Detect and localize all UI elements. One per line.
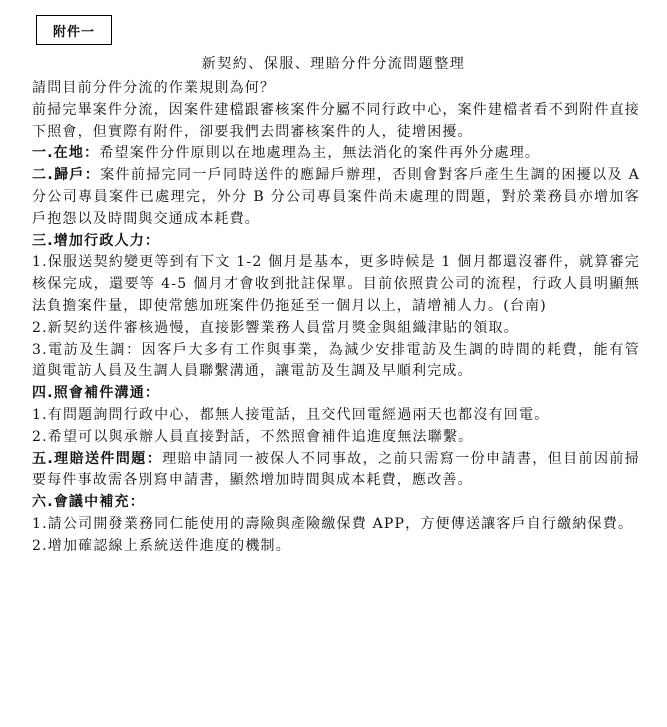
list-item: 3.電訪及生調：因客戶大多有工作與事業，為減少安排電訪及生調的時間的耗費，能有管道與電訪人員及生調人員聯繫溝通，讓電訪及生調及早順利完成。 bbox=[32, 341, 640, 380]
document-body bbox=[32, 78, 640, 558]
section-text: 理賠申請同一被保人不同事故，之前只需寫一份申請書，但目前因前掃要每件事故需各別寫申請書，顯然增加時間與成本耗費，應改善。 bbox=[32, 450, 640, 489]
list-item: 1.請公司開發業務同仁能使用的壽險與產險繳保費 APP，方便傳送讓客戶自行繳納保費。 bbox=[32, 515, 634, 532]
list-item: 2.新契約送件審核過慢，直接影響業務人員當月獎金與組織津貼的領取。 bbox=[32, 319, 519, 336]
section-meeting-heading: 六.會議中補充： bbox=[32, 494, 145, 511]
intro-paragraph: 前掃完畢案件分流，因案件建檔跟審核案件分屬不同行政中心，案件建檔者看不到附件直接下照會，但實際有附件，卻要我們去問審核案件的人，徒增困擾。 bbox=[32, 101, 640, 140]
section-household bbox=[32, 165, 640, 230]
attachment-label-box bbox=[36, 15, 112, 45]
list-item: 2.增加確認線上系統送件進度的機制。 bbox=[32, 537, 291, 554]
section-text: 希望案件分件原則以在地處理為主，無法消化的案件再外分處理。 bbox=[99, 145, 541, 162]
section-claims bbox=[32, 449, 640, 493]
question-line: 請問目前分件分流的作業規則為何？ bbox=[32, 80, 276, 96]
section-text: 案件前掃完同一戶同時送件的應歸戶辦理，否則會對客戶產生生調的困擾以及 A 分公司專員案件已處理完，外分 B 分公司專員案件尚未處理的問題，對於業務員亦增加客戶抱怨以及時間與交通成本耗費。 bbox=[32, 167, 640, 227]
section-heading: 一.在地： bbox=[32, 145, 100, 162]
attachment-label: 附件一 bbox=[52, 24, 95, 40]
section-staff-heading: 三.增加行政人力： bbox=[32, 232, 161, 249]
list-item: 2.希望可以與承辦人員直接對話，不然照會補件追進度無法聯繫。 bbox=[32, 428, 474, 445]
document-title: 新契約、保服、理賠分件分流問題整理 bbox=[201, 56, 466, 72]
section-heading: 二.歸戶： bbox=[32, 167, 101, 184]
list-item: 1.有問題詢問行政中心，都無人接電話，且交代回電經過兩天也都沒有回電。 bbox=[32, 406, 550, 423]
section-heading: 五.理賠送件問題： bbox=[32, 450, 163, 467]
list-item: 1.保服送契約變更等到有下文 1-2 個月是基本，更多時候是 1 個月都還沒審件，就算審完核保完成，還要等 4-5 個月才會收到批註保單。目前依照貴公司的流程，行政人員明顯無法負擔案件量，即使常態加班案件仍拖延至一個月以上，請增補人力。(台南) bbox=[32, 254, 640, 314]
section-inquiry-heading: 四.照會補件溝通： bbox=[32, 385, 161, 402]
section-local bbox=[32, 143, 640, 165]
